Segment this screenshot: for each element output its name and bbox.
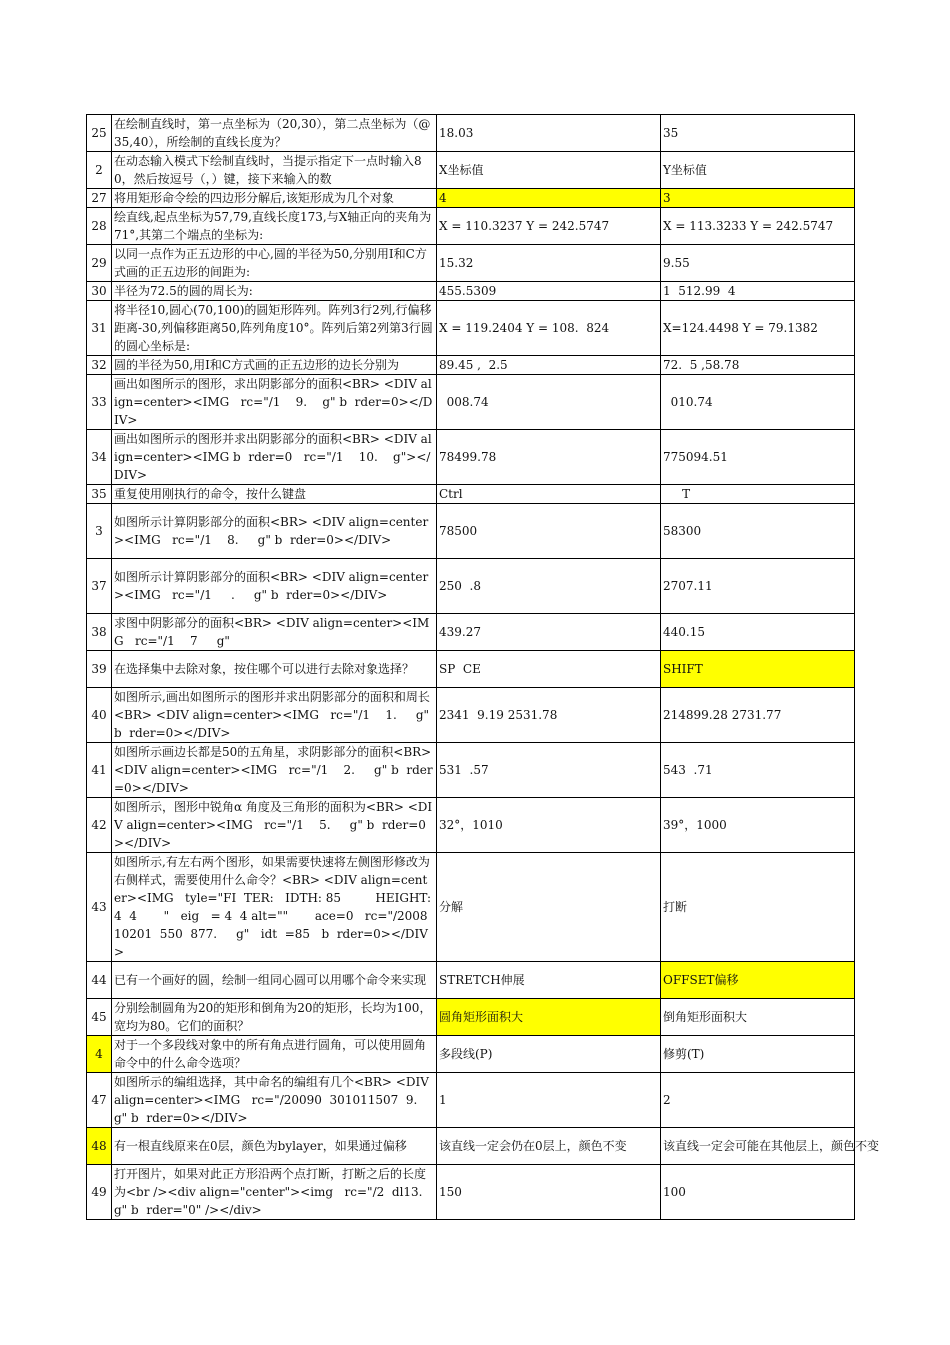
question-number-cell	[87, 375, 112, 430]
table-row	[87, 559, 855, 614]
answer-b-text: 1 512.99 4	[663, 284, 736, 298]
answer-a-text: 455.5309	[439, 284, 497, 298]
table-row	[87, 504, 855, 559]
question-number-text: 32	[91, 358, 107, 372]
answer-a-text: 008.74	[439, 395, 489, 409]
answer-b-cell	[661, 614, 855, 651]
answer-a-text: 89.45 , 2.5	[439, 358, 508, 372]
answer-b-cell	[661, 152, 855, 189]
table-row	[87, 208, 855, 245]
table-row	[87, 356, 855, 375]
question-table	[86, 114, 880, 1220]
question-text-cell	[112, 430, 437, 485]
question-text-text: 打开图片，如果对此正方形沿两个点打断，打断之后的长度为<br /><div align="center"><img rc="/2 dl13. g" b rder="0" /></div>	[114, 1167, 442, 1217]
answer-b-cell	[661, 189, 855, 208]
table-row	[87, 999, 855, 1036]
answer-b-cell	[661, 375, 855, 430]
question-number-text: 33	[91, 395, 107, 409]
answer-a-text: 2341 9.19 2531.78	[439, 708, 558, 722]
answer-b-cell	[661, 356, 855, 375]
answer-b-text: OFFSET偏移	[663, 973, 739, 987]
question-number-text: 42	[91, 818, 107, 832]
question-text-cell	[112, 245, 437, 282]
question-number-text: 44	[91, 973, 107, 987]
answer-a-text: X坐标值	[439, 163, 484, 177]
answer-a-cell	[437, 688, 661, 743]
table-row	[87, 282, 855, 301]
answer-a-text: 1	[439, 1093, 447, 1107]
answer-b-text: 214899.28 2731.77	[663, 708, 782, 722]
answer-a-cell	[437, 1165, 661, 1220]
answer-a-cell	[437, 115, 661, 152]
question-text-text: 如图所示，图形中锐角α 角度及三角形的面积为<BR> <DIV align=center><IMG rc="/1 5. g" b rder=0></DIV>	[114, 800, 433, 850]
answer-b-text: 100	[663, 1185, 686, 1199]
question-number-cell	[87, 356, 112, 375]
answer-a-cell	[437, 189, 661, 208]
question-number-cell	[87, 282, 112, 301]
table-row	[87, 152, 855, 189]
answer-a-cell	[437, 301, 661, 356]
question-text-cell	[112, 614, 437, 651]
question-text-text: 将半径10,圆心(70,100)的圆矩形阵列。阵列3行2列,行偏移距离-30,列偏移距离50,阵列角度10°。阵列后第2列第3行圆的圆心坐标是:	[114, 303, 433, 353]
table-row	[87, 798, 855, 853]
question-text-text: 分别绘制圆角为20的矩形和倒角为20的矩形，长均为100，宽均为80。它们的面积？	[114, 1001, 432, 1033]
question-text-text: 在绘制直线时，第一点坐标为（20,30），第二点坐标为（@35,40），所绘制的直线长度为？	[114, 117, 431, 149]
answer-a-cell	[437, 651, 661, 688]
answer-a-text: X = 119.2404 Y = 108. 824	[439, 321, 610, 335]
question-number-cell	[87, 430, 112, 485]
answer-b-cell	[661, 1073, 855, 1128]
answer-a-text: 32°，1010	[439, 818, 503, 832]
question-number-cell	[87, 208, 112, 245]
question-text-cell	[112, 208, 437, 245]
question-text-cell	[112, 301, 437, 356]
table-row	[87, 245, 855, 282]
table-row	[87, 1073, 855, 1128]
question-text-text: 如图所示计算阴影部分的面积<BR> <DIV align=center><IMG rc="/1 8. g" b rder=0></DIV>	[114, 515, 429, 547]
answer-b-text: X=124.4498 Y = 79.1382	[663, 321, 818, 335]
answer-a-cell	[437, 152, 661, 189]
question-number-cell	[87, 559, 112, 614]
question-number-cell	[87, 1073, 112, 1128]
question-number-cell	[87, 688, 112, 743]
question-text-text: 已有一个画好的圆，绘制一组同心圆可以用哪个命令来实现	[114, 973, 427, 987]
question-table-body	[87, 115, 880, 1220]
answer-b-text: Y坐标值	[663, 163, 707, 177]
table-row	[87, 614, 855, 651]
answer-b-text: 775094.51	[663, 450, 728, 464]
answer-b-text: 打断	[663, 900, 688, 914]
question-number-text: 34	[91, 450, 107, 464]
answer-a-text: 15.32	[439, 256, 474, 270]
answer-b-text: 9.55	[663, 256, 690, 270]
question-number-text: 31	[91, 321, 107, 335]
answer-a-text: 该直线一定会仍在0层上，颜色不变	[439, 1139, 627, 1153]
answer-a-text: 150	[439, 1185, 462, 1199]
question-text-cell	[112, 798, 437, 853]
question-text-text: 半径为72.5的圆的周长为:	[114, 284, 253, 298]
question-text-text: 如图所示的编组选择，其中命名的编组有几个<BR> <DIV align=center><IMG rc="/20090 301011507 9. g" b rder=0></DIV>	[114, 1075, 437, 1125]
table-row	[87, 962, 855, 999]
question-number-text: 28	[91, 219, 107, 233]
question-text-text: 在选择集中去除对象，按住哪个可以进行去除对象选择？	[114, 662, 415, 676]
question-text-cell	[112, 282, 437, 301]
answer-b-text: 该直线一定会可能在其他层上，颜色不变	[663, 1139, 880, 1153]
table-row	[87, 853, 855, 962]
question-number-cell	[87, 1128, 112, 1165]
answer-a-text: 78499.78	[439, 450, 497, 464]
question-text-cell	[112, 115, 437, 152]
question-number-text: 49	[91, 1185, 107, 1199]
answer-a-cell	[437, 245, 661, 282]
question-text-cell	[112, 356, 437, 375]
table-row	[87, 1128, 855, 1165]
question-text-text: 重复使用刚执行的命令，按什么键盘	[114, 487, 307, 501]
question-number-text: 41	[91, 763, 107, 777]
answer-a-cell	[437, 999, 661, 1036]
answer-a-cell	[437, 208, 661, 245]
answer-a-text: 分解	[439, 900, 464, 914]
question-number-text: 27	[91, 191, 107, 205]
answer-b-cell	[661, 430, 855, 485]
question-text-cell	[112, 152, 437, 189]
answer-a-text: 439.27	[439, 625, 481, 639]
question-number-cell	[87, 301, 112, 356]
question-text-cell	[112, 1128, 437, 1165]
answer-a-cell	[437, 853, 661, 962]
question-number-text: 37	[91, 579, 107, 593]
question-text-cell	[112, 375, 437, 430]
question-number-cell	[87, 1165, 112, 1220]
question-number-text: 43	[91, 900, 107, 914]
table-row	[87, 1036, 855, 1073]
question-text-cell	[112, 999, 437, 1036]
answer-a-cell	[437, 430, 661, 485]
table-row	[87, 301, 855, 356]
answer-a-cell	[437, 356, 661, 375]
question-number-text: 3	[95, 524, 103, 538]
answer-a-cell	[437, 504, 661, 559]
question-number-cell	[87, 115, 112, 152]
question-text-text: 画出如图所示的图形并求出阴影部分的面积<BR> <DIV align=center><IMG b rder=0 rc="/1 10. g"></DIV>	[114, 432, 432, 482]
question-number-text: 47	[91, 1093, 107, 1107]
table-row	[87, 189, 855, 208]
question-number-cell	[87, 1036, 112, 1073]
answer-a-cell	[437, 375, 661, 430]
answer-a-text: 多段线(P)	[439, 1047, 493, 1061]
question-text-cell	[112, 504, 437, 559]
answer-b-cell	[661, 853, 855, 962]
answer-a-cell	[437, 798, 661, 853]
question-number-cell	[87, 999, 112, 1036]
answer-a-text: 18.03	[439, 126, 474, 140]
answer-a-text: STRETCH伸展	[439, 973, 525, 987]
question-text-text: 如图所示画边长都是50的五角星，求阴影部分的面积<BR> <DIV align=center><IMG rc="/1 2. g" b rder=0></DIV>	[114, 745, 436, 795]
answer-b-text: 39°，1000	[663, 818, 727, 832]
question-number-cell	[87, 189, 112, 208]
question-text-text: 圆的半径为50,用I和C方式画的正五边形的边长分别为	[114, 358, 400, 372]
answer-b-text: 2707.11	[663, 579, 713, 593]
answer-b-text: 543 .71	[663, 763, 713, 777]
answer-b-cell	[661, 651, 855, 688]
question-text-cell	[112, 1165, 442, 1220]
question-number-text: 48	[91, 1139, 107, 1153]
question-number-cell	[87, 962, 112, 999]
question-number-text: 39	[91, 662, 107, 676]
answer-a-text: SP CE	[439, 662, 481, 676]
table-row	[87, 1165, 855, 1220]
table-row	[87, 115, 855, 152]
question-text-cell	[112, 743, 437, 798]
answer-b-text: T	[663, 487, 691, 501]
answer-a-cell	[437, 743, 661, 798]
question-text-cell	[112, 962, 437, 999]
question-text-cell	[112, 688, 437, 743]
question-number-text: 40	[91, 708, 107, 722]
answer-a-text: 78500	[439, 524, 478, 538]
question-number-text: 4	[95, 1047, 103, 1061]
answer-b-text: 倒角矩形面积大	[663, 1010, 748, 1024]
answer-b-cell	[661, 962, 855, 999]
answer-b-text: X = 113.3233 Y = 242.5747	[663, 219, 834, 233]
question-text-text: 以同一点作为正五边形的中心,圆的半径为50,分别用I和C方式画的正五边形的间距为:	[114, 247, 427, 279]
question-text-cell	[112, 485, 437, 504]
question-number-cell	[87, 853, 112, 962]
answer-b-cell	[661, 282, 855, 301]
question-text-text: 如图所示,有左右两个图形，如果需要快速将左侧图形修改为右侧样式，需要使用什么命令？<BR> <DIV align=center><IMG tyle="FI TER: IDTH: 85 HEIGHT: 4 4 " eig = 4 4 alt="" ace=0 rc="/200810201 550 877. g" idt =85 b rder=0></DIV>	[114, 855, 435, 959]
question-number-cell	[87, 504, 112, 559]
table-row	[87, 743, 855, 798]
answer-a-cell	[437, 1073, 661, 1128]
answer-b-cell	[661, 504, 855, 559]
question-number-cell	[87, 651, 112, 688]
question-number-cell	[87, 152, 112, 189]
answer-a-text: Ctrl	[439, 487, 463, 501]
table-row	[87, 375, 855, 430]
answer-b-cell	[661, 688, 855, 743]
answer-b-cell	[661, 999, 855, 1036]
answer-b-text: 010.74	[663, 395, 713, 409]
table-row	[87, 688, 855, 743]
question-number-cell	[87, 798, 112, 853]
question-text-text: 对于一个多段线对象中的所有角点进行圆角，可以使用圆角命令中的什么命令选项？	[114, 1038, 427, 1070]
answer-a-cell	[437, 614, 661, 651]
question-text-cell	[112, 189, 437, 208]
table-row	[87, 430, 855, 485]
answer-b-cell	[661, 559, 855, 614]
answer-a-text: X = 110.3237 Y = 242.5747	[439, 219, 610, 233]
question-text-text: 如图所示计算阴影部分的面积<BR> <DIV align=center><IMG rc="/1 . g" b rder=0></DIV>	[114, 570, 429, 602]
question-text-text: 求图中阴影部分的面积<BR> <DIV align=center><IMG rc="/1 7 g"	[114, 616, 430, 648]
question-number-cell	[87, 614, 112, 651]
question-text-cell	[112, 651, 437, 688]
table-row	[87, 485, 855, 504]
answer-a-cell	[437, 962, 661, 999]
answer-a-text: 250 .8	[439, 579, 481, 593]
question-text-cell	[112, 1073, 437, 1128]
question-text-text: 有一根直线原来在0层，颜色为bylayer，如果通过偏移	[114, 1139, 407, 1153]
question-number-text: 2	[95, 163, 103, 177]
answer-b-text: 72. 5 ,58.78	[663, 358, 740, 372]
answer-b-text: 3	[663, 191, 671, 205]
answer-a-cell	[437, 559, 661, 614]
question-number-text: 30	[91, 284, 107, 298]
answer-a-cell	[437, 1128, 661, 1165]
answer-b-cell	[661, 1036, 855, 1073]
answer-b-cell	[661, 301, 855, 356]
answer-a-cell	[437, 1036, 661, 1073]
question-number-text: 25	[91, 126, 107, 140]
answer-b-cell	[661, 208, 855, 245]
answer-b-cell	[661, 1128, 880, 1165]
answer-b-cell	[661, 743, 855, 798]
question-text-text: 在动态输入模式下绘制直线时，当提示指定下一点时输入80，然后按逗号（，）键，接下来输入的数	[114, 154, 422, 186]
answer-b-cell	[661, 245, 855, 282]
question-number-cell	[87, 743, 112, 798]
question-text-text: 如图所示,画出如图所示的图形并求出阴影部分的面积和周长<BR> <DIV align=center><IMG rc="/1 1. g" b rder=0></DIV>	[114, 690, 433, 740]
answer-b-cell	[661, 798, 855, 853]
answer-a-text: 531 .57	[439, 763, 489, 777]
question-text-cell	[112, 1036, 437, 1073]
answer-b-cell	[661, 485, 855, 504]
answer-b-text: 58300	[663, 524, 702, 538]
answer-b-text: 440.15	[663, 625, 705, 639]
question-number-text: 45	[91, 1010, 107, 1024]
answer-a-text: 圆角矩形面积大	[439, 1010, 524, 1024]
answer-a-cell	[437, 485, 661, 504]
question-text-cell	[112, 853, 437, 962]
answer-b-text: 2	[663, 1093, 671, 1107]
question-number-cell	[87, 485, 112, 504]
answer-b-text: 35	[663, 126, 679, 140]
question-number-text: 29	[91, 256, 107, 270]
answer-b-text: 修剪(T)	[663, 1047, 705, 1061]
question-text-text: 绘直线,起点坐标为57,79,直线长度173,与X轴正向的夹角为71°,其第二个端点的坐标为:	[114, 210, 432, 242]
question-number-text: 35	[91, 487, 107, 501]
question-number-text: 38	[91, 625, 107, 639]
table-row	[87, 651, 855, 688]
answer-a-text: 4	[439, 191, 447, 205]
answer-b-cell	[661, 1165, 855, 1220]
answer-b-text: SHIFT	[663, 662, 703, 676]
question-text-cell	[112, 559, 437, 614]
question-number-cell	[87, 245, 112, 282]
answer-a-cell	[437, 282, 661, 301]
question-text-text: 画出如图所示的图形，求出阴影部分的面积<BR> <DIV align=center><IMG rc="/1 9. g" b rder=0></DIV>	[114, 377, 433, 427]
answer-b-cell	[661, 115, 855, 152]
question-text-text: 将用矩形命令绘的四边形分解后,该矩形成为几个对象	[114, 191, 394, 205]
